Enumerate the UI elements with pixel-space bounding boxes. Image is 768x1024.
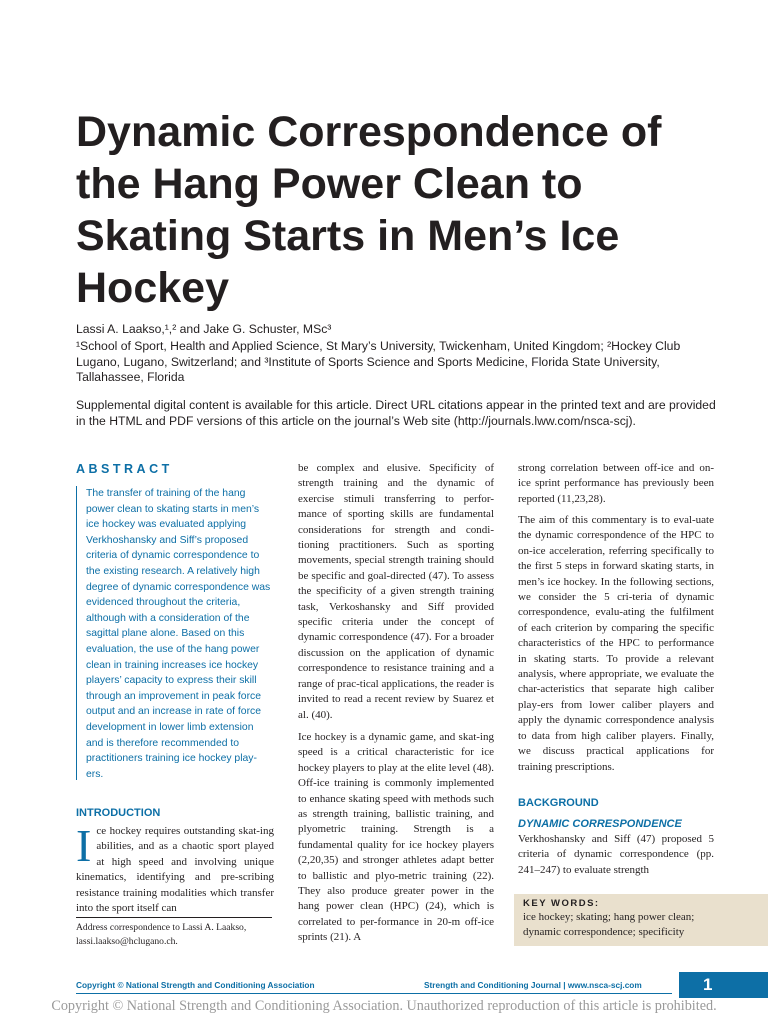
keywords-box	[514, 894, 768, 946]
footer-journal: Strength and Conditioning Journal | www.nsca-scj.com	[424, 980, 642, 990]
correspondence-note: Address correspondence to Lassi A. Laakso, lassi.laakso@hclugano.ch.	[76, 922, 247, 947]
abstract-block	[76, 486, 272, 780]
introduction-text: ce hockey requires outstanding skat-ing abilities, and as a chaotic sport played at high speed and involving unique kinematics, identifying and pre-scribing resistance training modalities which transfer into the sport itself can	[76, 825, 274, 915]
footnote-divider	[76, 917, 272, 918]
column3-paragraph-2: The aim of this commentary is to eval-uate the dynamic correspondence of the HPC to on-ice acceleration, referring specifically to the first 5 steps in forward skating starts, in men’s ice hockey. In the following sections, we consider the 5 cri-teria of dynamic correspondence, evalu-ating the fulfilment of each criterion by comparing the specific characteristics of the HPC to performance in skating starts. To provide a relevant analysis, where appropriate, we evaluate the char-acteristics that separate high caliber play-ers from lower caliber players and apply the dynamic correspondence analysis to data from high caliber players. Finally, we discuss practical applications for training prescriptions.	[518, 514, 714, 773]
drop-cap: I	[76, 820, 92, 871]
footer-copyright: Copyright © National Strength and Conditioning Association	[76, 980, 315, 990]
abstract-heading: ABSTRACT	[76, 462, 173, 476]
keywords-text: ice hockey; skating; hang power clean; dynamic correspondence; specificity	[523, 911, 695, 939]
article-title: Dynamic Correspondence of the Hang Power Clean to Skating Starts in Men’s Ice Hockey	[76, 108, 662, 312]
column2-paragraph-2: Ice hockey is a dynamic game, and skat-ing speed is a critical characteristic for ice hockey players to play at the elite level (48). Off-ice training is commonly implemented to enhance skating speed with methods such as strength training, ballistic training, and plyometric training. Strength is a fundamental quality for ice hockey players (2,20,35) and stronger athletes adapt better to ballistic and plyo-metric training (22). They also produce greater power in the hang power clean (HPC) (24), which is correlated to per-formance in 20-m off-ice sprints (21). A	[298, 731, 494, 944]
page-number-box	[679, 972, 768, 998]
abstract-text: The transfer of training of the hang power clean to skating starts in men’s ice hockey was evaluated applying Verkhoshansky and Siff’s proposed criteria of dynamic correspondence to the existing research. A relatively high degree of dynamic correspondence was evidenced throughout the criteria, although with a consideration of the sagittal plane alone. Based on this evaluation, the use of the hang power clean in training increases ice hockey players’ capacity to express their skill through an improvement in peak force output and an increase in rate of force development in lower limb extension and is therefore recommended to practitioners training ice hockey play-ers.	[86, 488, 271, 780]
column3-paragraph-3: Verkhoshansky and Siff (47) proposed 5 criteria of dynamic correspondence (pp. 241–247) to evaluate strength	[518, 833, 714, 876]
column3-paragraph-1: strong correlation between off-ice and on-ice sprint performance has previously been reported (11,23,28).	[518, 462, 714, 505]
introduction-paragraph	[76, 820, 274, 916]
page-number: 1	[703, 975, 713, 994]
introduction-heading: INTRODUCTION	[76, 807, 161, 819]
supplemental-note: Supplemental digital content is available for this article. Direct URL citations appear in the printed text and are provided in the HTML and PDF versions of this article on the journal’s Web site (http://journals.lww.com/nsca-scj).	[76, 398, 716, 428]
copyright-watermark: Copyright © National Strength and Conditioning Association. Unauthorized reproduction of this article is prohibited.	[51, 998, 717, 1014]
author-line: Lassi A. Laakso,¹,² and Jake G. Schuster, MSc³	[76, 322, 332, 336]
background-heading: BACKGROUND	[518, 797, 599, 809]
keywords-heading: KEY WORDS:	[523, 898, 600, 909]
affiliations: ¹School of Sport, Health and Applied Science, St Mary’s University, Twickenham, United Kingdom; ²Hockey Club Lugano, Lugano, Switzerland; and ³Institute of Sports Science and Sports Medicine, Florida State University, Tallahassee, Florida	[76, 339, 681, 384]
footer-rule	[76, 993, 672, 994]
column2-paragraph-1: be complex and elusive. Specificity of strength training and the dynamic of exercise stimuli transferring to perfor-mance of sporting skills are fundamental considerations for strength and condi-tioning practitioners. Such as sporting movements, special strength training should be specific and goal-directed (47). To assess the specificity of a given strength training task, Verkoshansky and Siff provided specific criteria under the concept of dynamic correspondence (47). For a broader discussion on the application of dynamic correspondence to resistance training and a range of prac-tical applications, the reader is invited to read a recent review by Suarez et al. (40).	[298, 462, 494, 721]
dynamic-correspondence-subheading: DYNAMIC CORRESPONDENCE	[518, 818, 682, 830]
